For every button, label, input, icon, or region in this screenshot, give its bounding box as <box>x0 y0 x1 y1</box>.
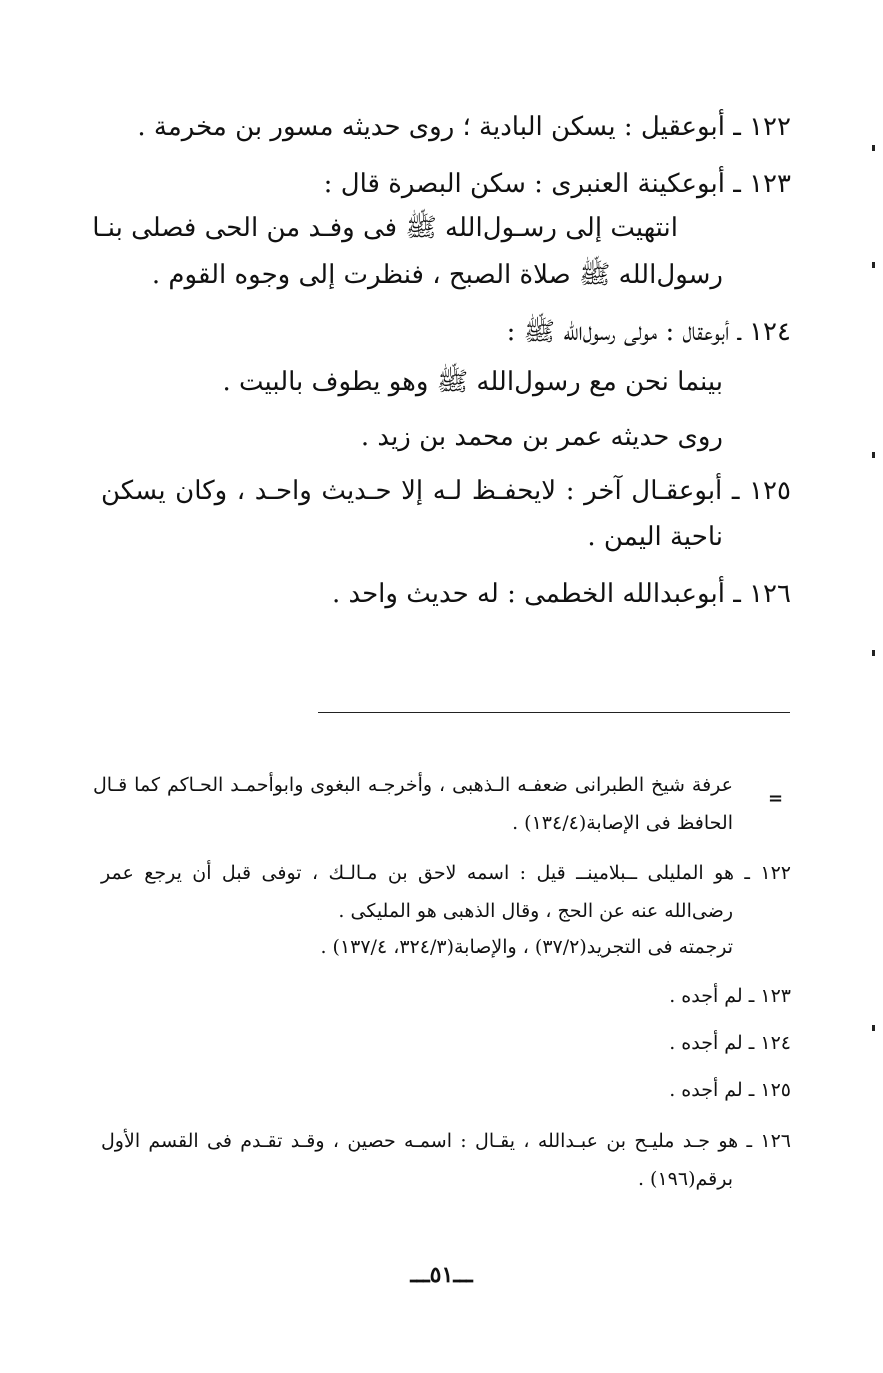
entry-126: ١٢٦ ـ أبوعبدالله الخطمى : له حديث واحد . <box>331 579 791 609</box>
entry-125-continuation: ناحية اليمن . <box>587 522 723 552</box>
entry-123: ١٢٣ ـ أبوعكينة العنبرى : سكن البصرة قال : <box>323 169 791 199</box>
footnote-126-line-2: برقم(١٩٦) . <box>637 1168 733 1190</box>
footnote-continued-line-2: الحافظ فى الإصابة(١٣٤/٤) . <box>512 812 733 834</box>
entry-125: ١٢٥ ـ أبوعقـال آخر : لايحفـظ لـه إلا حـديث واحـد ، وكان يسكن <box>101 476 791 506</box>
margin-mark <box>872 145 875 151</box>
footnote-122-line-3: ترجمته فى التجريد(٣٧/٢) ، والإصابة(٣٢٤/٣، ١٣٧/٤) . <box>320 936 733 958</box>
entry-124-hadith: بينما نحن مع رسول‌الله ﷺ وهو يطوف بالبيت . <box>222 367 723 397</box>
entry-123-hadith-line-1: انتهيت إلى رسـول‌الله ﷺ فى وفـد من الحى فصلى بنـا <box>92 213 678 243</box>
entry-124: ١٢٤ ـ أبوعقال : مولى رسول‌الله ﷺ : <box>506 317 791 347</box>
footnote-125: ١٢٥ ـ لم أجده . <box>669 1079 791 1101</box>
footnote-continuation-marker: = <box>768 788 784 809</box>
footnote-124: ١٢٤ ـ لم أجده . <box>669 1032 791 1054</box>
page-number: ـــ٥١ـــ <box>410 1262 473 1288</box>
entry-123-hadith-line-2: رسول‌الله ﷺ صلاة الصبح ، فنظرت إلى وجوه القوم . <box>151 260 723 290</box>
margin-mark <box>872 452 875 458</box>
margin-mark <box>872 1025 875 1031</box>
footnote-divider <box>318 712 790 713</box>
margin-mark <box>872 650 875 656</box>
footnote-122-line-1: ١٢٢ ـ هو المليلى ــبلامينــ قيل : اسمه لاحق بن مـالـك ، توفى قبل أن يرجع عمر <box>101 862 791 884</box>
footnote-126-line-1: ١٢٦ ـ هو جـد مليـح بن عبـدالله ، يقـال : اسمـه حصين ، وقـد تقـدم فى القسم الأول <box>101 1130 791 1152</box>
entry-124-narration: روى حديثه عمر بن محمد بن زيد . <box>360 422 723 452</box>
footnote-continued-line-1: عرفة شيخ الطبرانى ضعفـه الـذهبى ، وأخرجـه البغوى وابوأحمـد الحـاكم كما قـال <box>93 774 733 796</box>
margin-mark <box>872 262 875 268</box>
footnote-122-line-2: رضى‌الله عنه عن الحج ، وقال الذهبى هو المليكى . <box>338 900 733 922</box>
entry-122: ١٢٢ ـ أبوعقيل : يسكن البادية ؛ روى حديثه مسور بن مخرمة . <box>137 112 791 142</box>
footnote-123: ١٢٣ ـ لم أجده . <box>669 985 791 1007</box>
